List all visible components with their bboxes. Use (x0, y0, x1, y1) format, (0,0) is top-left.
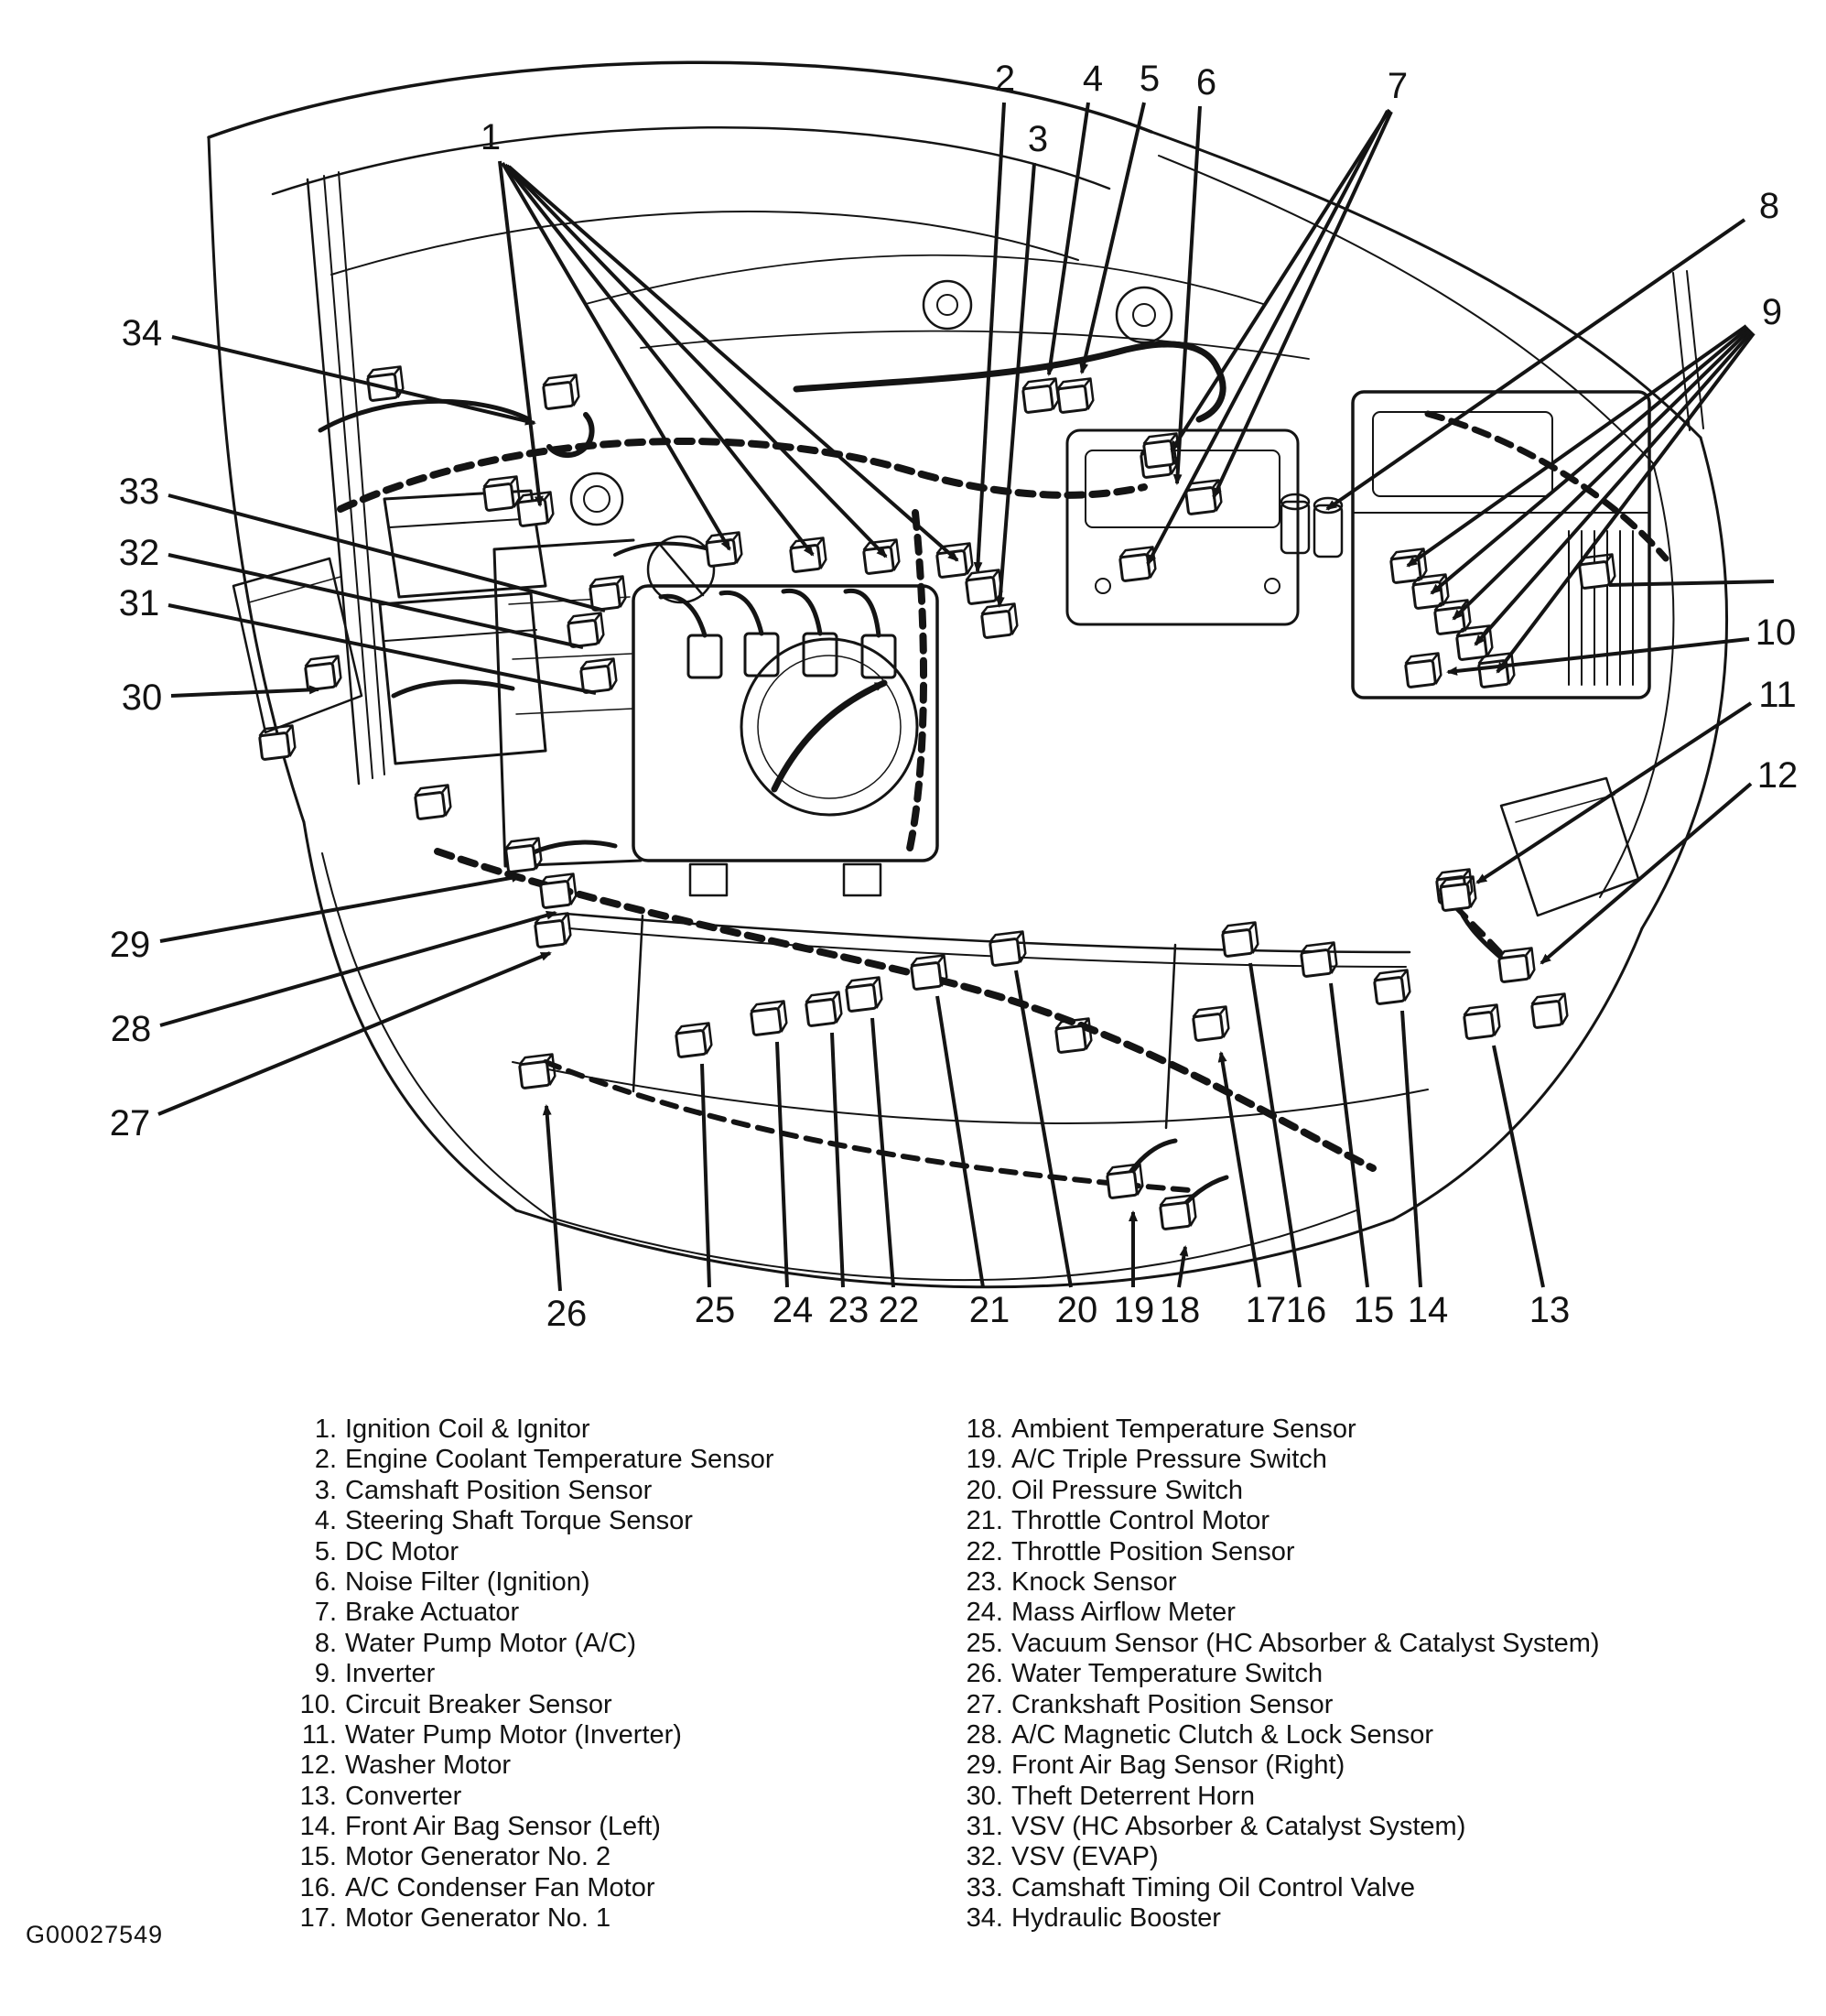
connector-box (1057, 378, 1095, 412)
legend-item-17 (275, 1903, 934, 1934)
connector-box (543, 374, 580, 408)
legend-item-26 (941, 1659, 1765, 1689)
legend-item-number: 12. (299, 1750, 337, 1781)
connector-box (1405, 653, 1442, 687)
callout-number-9: 9 (1761, 292, 1783, 332)
callout-number-6: 6 (1195, 62, 1217, 103)
connector-box (1464, 1004, 1501, 1038)
callout-number-19: 19 (1113, 1290, 1155, 1330)
legend-item-34 (941, 1903, 1765, 1934)
connector-box (580, 658, 618, 692)
legend-item-label: Theft Deterrent Horn (1011, 1781, 1255, 1811)
connector-box (911, 955, 948, 989)
legend-item-15 (275, 1842, 934, 1872)
legend-item-label: VSV (EVAP) (1011, 1842, 1159, 1872)
legend-item-10 (275, 1690, 934, 1720)
legend-item-number: 34. (966, 1903, 1003, 1934)
callout-11 (1477, 675, 1797, 883)
legend-item-label: Crankshaft Position Sensor (1011, 1689, 1334, 1719)
legend-item-29 (941, 1750, 1765, 1781)
legend-item-number: 13. (299, 1781, 337, 1811)
callout-12 (1541, 755, 1798, 963)
legend-item-label: Ambient Temperature Sensor (1011, 1414, 1356, 1444)
connector-box (519, 1054, 556, 1088)
legend-item-number: 27. (966, 1689, 1003, 1719)
legend-item-23 (941, 1567, 1765, 1598)
connector-box (790, 537, 827, 571)
legend-column-right (941, 1414, 1765, 1935)
legend-item-number: 28. (966, 1719, 1003, 1750)
legend-item-number: 2. (314, 1445, 337, 1475)
legend-item-number: 18. (966, 1414, 1003, 1444)
connector-box (966, 569, 1003, 603)
callout-number-1: 1 (480, 117, 502, 157)
legend-item-14 (275, 1812, 934, 1842)
callout-25 (695, 1064, 736, 1330)
callout-23 (828, 1033, 870, 1330)
callout-24 (773, 1042, 814, 1330)
callout-16 (1250, 963, 1326, 1330)
callout-number-4: 4 (1082, 59, 1104, 99)
legend-item-5 (275, 1537, 934, 1567)
legend-item-24 (941, 1598, 1765, 1628)
legend-item-number: 31. (966, 1812, 1003, 1842)
connector-box (589, 576, 627, 610)
callout-number-26: 26 (546, 1294, 588, 1334)
callout-26 (546, 1106, 588, 1334)
connector-box (1022, 378, 1060, 412)
callout-number-30: 30 (121, 677, 163, 718)
callout-13 (1494, 1046, 1570, 1330)
legend-item-number: 15. (299, 1842, 337, 1872)
callout-number-32: 32 (118, 533, 160, 573)
legend-item-13 (275, 1782, 934, 1812)
connector-box (483, 476, 521, 510)
callout-number-31: 31 (118, 583, 160, 623)
callout-number-28: 28 (110, 1009, 152, 1049)
legend-item-number: 16. (299, 1872, 337, 1902)
legend-item-number: 19. (966, 1445, 1003, 1475)
connector-box (1374, 970, 1411, 1003)
callout-15 (1331, 983, 1394, 1330)
callout-14 (1402, 1011, 1448, 1330)
legend-item-label: Noise Filter (Ignition) (345, 1566, 590, 1597)
callout-34 (122, 313, 535, 423)
callout-number-10: 10 (1755, 612, 1797, 653)
legend-item-25 (941, 1629, 1765, 1659)
connector-box (1107, 1164, 1144, 1198)
legend-item-2 (275, 1445, 934, 1475)
callout-number-27: 27 (109, 1103, 151, 1143)
legend-item-7 (275, 1598, 934, 1628)
legend-item-label: Water Temperature Switch (1011, 1659, 1324, 1689)
legend-item-31 (941, 1812, 1765, 1842)
callout-number-11: 11 (1758, 675, 1797, 715)
legend-item-label: Motor Generator No. 1 (345, 1903, 611, 1934)
callout-number-33: 33 (118, 471, 160, 512)
legend-item-28 (941, 1720, 1765, 1750)
callout-30 (122, 677, 319, 718)
connector-box (675, 1023, 713, 1057)
callout-number-17: 17 (1245, 1290, 1287, 1330)
connector-box (1193, 1006, 1230, 1040)
callout-number-16: 16 (1285, 1290, 1327, 1330)
legend-item-label: DC Motor (345, 1536, 459, 1566)
legend-item-number: 25. (966, 1628, 1003, 1658)
connector-box (567, 612, 605, 646)
legend-item-label: Throttle Position Sensor (1011, 1536, 1295, 1566)
legend-item-33 (941, 1873, 1765, 1903)
legend-item-number: 10. (299, 1689, 337, 1719)
connector-box (415, 785, 452, 818)
legend-item-number: 30. (966, 1781, 1003, 1811)
legend-item-8 (275, 1629, 934, 1659)
connector-box (305, 656, 342, 689)
callout-19 (1114, 1212, 1155, 1330)
legend-item-number: 23. (966, 1566, 1003, 1597)
connector-box (1498, 948, 1536, 981)
callout-number-22: 22 (878, 1290, 920, 1330)
callout-number-5: 5 (1139, 59, 1161, 99)
connector-box (1222, 922, 1259, 956)
connector-box (805, 992, 843, 1025)
callout-28 (111, 913, 556, 1049)
legend-item-label: Water Pump Motor (Inverter) (345, 1719, 682, 1750)
callout-29 (110, 876, 521, 965)
legend-item-label: Steering Shaft Torque Sensor (345, 1506, 693, 1536)
callout-3 (999, 119, 1048, 606)
callout-number-14: 14 (1407, 1290, 1449, 1330)
callout-32 (119, 533, 583, 647)
legend-item-number: 3. (314, 1475, 337, 1505)
connector-box (1119, 547, 1157, 580)
legend-item-label: Hydraulic Booster (1011, 1903, 1221, 1934)
legend-item-number: 33. (966, 1872, 1003, 1902)
legend-item-32 (941, 1842, 1765, 1872)
legend-item-label: Knock Sensor (1011, 1566, 1177, 1597)
callout-1 (481, 117, 957, 560)
legend-item-label: Camshaft Position Sensor (345, 1475, 653, 1505)
legend-item-number: 11. (301, 1719, 337, 1750)
connector-box (1301, 942, 1338, 976)
legend-item-label: A/C Magnetic Clutch & Lock Sensor (1011, 1719, 1433, 1750)
legend-item-1 (275, 1414, 934, 1445)
callout-number-7: 7 (1387, 66, 1409, 106)
legend-item-number: 20. (966, 1475, 1003, 1505)
legend-item-number: 4. (314, 1506, 337, 1536)
callout-27 (110, 953, 550, 1143)
callout-number-8: 8 (1758, 186, 1780, 226)
callout-number-3: 3 (1027, 119, 1049, 159)
legend-item-6 (275, 1567, 934, 1598)
legend-item-label: Oil Pressure Switch (1011, 1475, 1244, 1505)
callout-number-12: 12 (1756, 755, 1799, 796)
callout-number-18: 18 (1159, 1290, 1201, 1330)
callout-number-20: 20 (1056, 1290, 1098, 1330)
connector-box (751, 1001, 788, 1035)
legend-item-4 (275, 1506, 934, 1536)
legend-item-label: Converter (345, 1781, 462, 1811)
legend-item-3 (275, 1476, 934, 1506)
legend-item-label: VSV (HC Absorber & Catalyst System) (1011, 1812, 1466, 1842)
callout-18 (1160, 1247, 1201, 1330)
legend-item-label: A/C Triple Pressure Switch (1011, 1445, 1327, 1475)
callout-number-24: 24 (772, 1290, 814, 1330)
legend-item-9 (275, 1659, 934, 1689)
legend-item-number: 32. (966, 1842, 1003, 1872)
callout-number-2: 2 (994, 59, 1016, 99)
legend-item-30 (941, 1782, 1765, 1812)
legend-item-label: Throttle Control Motor (1011, 1506, 1270, 1536)
legend-item-label: A/C Condenser Fan Motor (345, 1872, 655, 1902)
callout-number-25: 25 (694, 1290, 736, 1330)
connector-box (863, 539, 901, 573)
legend-item-number: 9. (314, 1659, 337, 1689)
callout-number-21: 21 (968, 1290, 1010, 1330)
legend-column-left (275, 1414, 934, 1935)
callout-number-15: 15 (1353, 1290, 1395, 1330)
legend-item-number: 8. (314, 1628, 337, 1658)
legend-item-number: 14. (299, 1812, 337, 1842)
legend-item-11 (275, 1720, 934, 1750)
legend-item-19 (941, 1445, 1765, 1475)
legend-item-number: 1. (314, 1414, 337, 1444)
connector-box (1531, 993, 1569, 1027)
legend-item-label: Circuit Breaker Sensor (345, 1689, 612, 1719)
legend-item-label: Vacuum Sensor (HC Absorber & Catalyst System) (1011, 1628, 1600, 1658)
legend-item-label: Motor Generator No. 2 (345, 1842, 611, 1872)
legend-item-number: 17. (299, 1903, 337, 1934)
legend-item-22 (941, 1537, 1765, 1567)
connector-box (846, 977, 883, 1011)
legend-item-label: Water Pump Motor (A/C) (345, 1628, 636, 1658)
legend-item-label: Mass Airflow Meter (1011, 1598, 1236, 1628)
callout-number-23: 23 (827, 1290, 870, 1330)
legend-item-number: 29. (966, 1750, 1003, 1781)
connector-box (989, 931, 1027, 965)
callout-number-34: 34 (121, 313, 163, 353)
callout-number-13: 13 (1529, 1290, 1571, 1330)
legend-item-12 (275, 1750, 934, 1781)
legend-item-18 (941, 1414, 1765, 1445)
legend-item-21 (941, 1506, 1765, 1536)
legend-item-label: Camshaft Timing Oil Control Valve (1011, 1872, 1416, 1902)
callout-number-29: 29 (109, 925, 151, 965)
legend-item-number: 6. (314, 1566, 337, 1597)
legend-item-number: 26. (966, 1659, 1003, 1689)
legend-item-label: Washer Motor (345, 1750, 512, 1781)
legend-item-label: Engine Coolant Temperature Sensor (345, 1445, 774, 1475)
legend-item-label: Ignition Coil & Ignitor (345, 1414, 590, 1444)
legend-item-label: Front Air Bag Sensor (Right) (1011, 1750, 1345, 1781)
figure-code: G00027549 (26, 1921, 164, 1948)
legend-item-label: Brake Actuator (345, 1598, 520, 1628)
legend-item-number: 21. (966, 1506, 1003, 1536)
legend-item-number: 24. (966, 1598, 1003, 1628)
connector-box (981, 603, 1019, 637)
legend-item-label: Front Air Bag Sensor (Left) (345, 1812, 661, 1842)
legend-item-number: 5. (314, 1536, 337, 1566)
legend-item-27 (941, 1690, 1765, 1720)
legend-item-16 (275, 1873, 934, 1903)
connector-box (505, 838, 543, 872)
connector-box (517, 492, 555, 526)
legend-item-20 (941, 1476, 1765, 1506)
legend-item-number: 7. (314, 1598, 337, 1628)
legend-item-number: 22. (966, 1536, 1003, 1566)
legend-item-label: Inverter (345, 1659, 436, 1689)
